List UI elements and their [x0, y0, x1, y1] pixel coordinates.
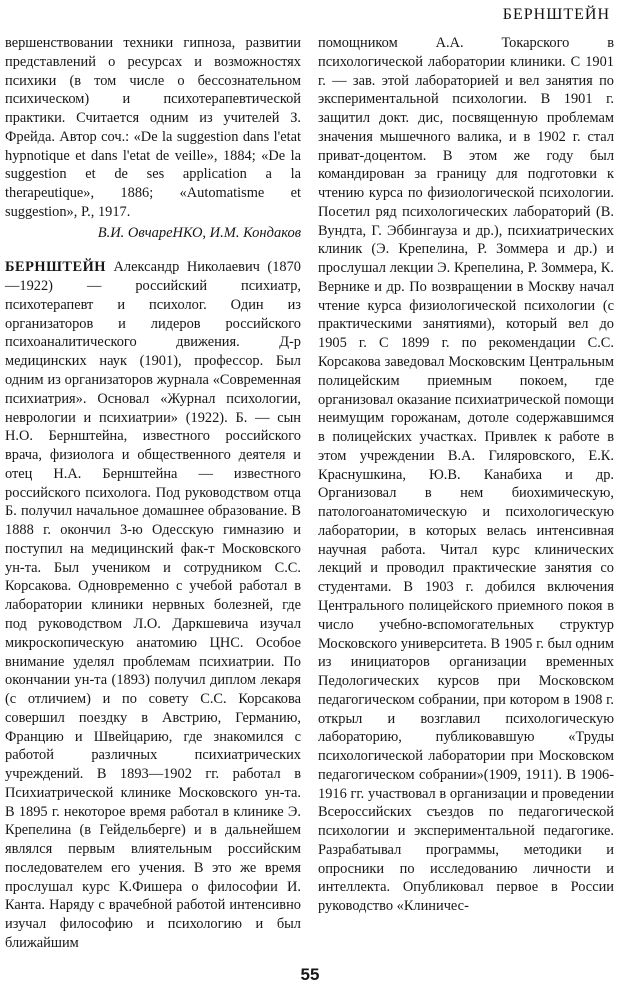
- running-header: БЕРНШТЕЙН: [502, 6, 610, 23]
- right-column: [318, 34, 614, 916]
- previous-entry-continuation: вершенствовании техники гипноза, развитии представлений о ресурсах и возможностях психики (в том числе о бессознательном психическом) и психотерапевтической практики. Считается одним из учителей З. Фрейда. Автор соч.: «De la suggestion dans l'etat hypnotique et dans l'etat de veille», 1884; «De la suggestion et de ses application a la therapeutique», 1886; «Automatisme et suggestion», Р., 1917.: [5, 35, 301, 220]
- left-column: [5, 34, 301, 953]
- entry-authors-signature: В.И. ОвчареНКО, И.М. Кондаков: [97, 224, 301, 241]
- page-number: 55: [300, 965, 320, 984]
- entry-headword: БЕРНШТЕЙН: [5, 259, 106, 276]
- entry-body-text: Александр Николаевич (1870—1922) — российский психиатр, психотерапевт и психолог. Один из организаторов и лидеров российского психоаналитического движения. Д-р медицинских наук (1901), профессор. Был одним из организаторов журнала «Современная психиатрия». Основал «Журнал психологии, неврологии и психиатрии» (1922). Б. — сын Н.О. Бернштейна, известного российского врача, физиолога и общественного деятеля и отец Н.А. Бернштейна — известного российского психолога. Под руководством отца Б. получил начальное домашнее образование. В 1888 г. окончил 3-ю Одесскую гимназию и поступил на медицинский фак-т Московского ун-та. Был учеником и сотрудником С.С. Корсакова. Одновременно с учебой работал в лаборатории клиники нервных болезней, где под руководством Л.О. Даркшевича изучал микроскопическую анатомию ЦНС. Особое внимание уделял проблемам психиатрии. По окончании ун-та (1893) получил диплом лекаря (с отличием) и по совету С.С. Корсакова совершил поездку в Австрию, Германию, Францию и Швейцарию, где знакомился с работой различных психиатрических учреждений. В 1893—1902 гг. работал в Психиатрической клинике Московского ун-та. В 1895 г. некоторое время работал в клинике Э. Крепелина (в Гейдельберге) и в дальнейшем являлся первым влиятельным российским последователем его учения. В это же время прослушал курс К.Фишера о философии И. Канта. Наряду с врачебной работой интенсивно изучал философию и психологию и был ближайшим: [5, 259, 301, 951]
- entry-bernstein: [5, 258, 301, 952]
- entry-continuation-text: помощником А.А. Токарского в психологической лаборатории клиники. С 1901 г. — зав. этой лабораторией и вел занятия по экспериментальной психологии. В 1901 г. защитил докт. дис, посвященную проблемам значения мышечного валика, и в 1902 г. стал приват-доцентом. В этом же году был командирован за границу для подготовки к чтению курса по физиологической психологии. Посетил ряд психологических лабораторий (В. Вундта, Г. Эббингауза и др.), психиатрических клиник (Э. Крепелина, Р. Зоммера и др.) и прослушал лекции Э. Крепелина, Р. Зоммера, К. Вернике и др. По возвращении в Москву начал чтение курса физиологической психологии (с практическими занятиями), который вел до 1905 г. С 1899 г. по рекомендации С.С. Корсакова заведовал Московским Центральным полицейским приемным покоем, где организовал оказание психиатрической помощи неимущим горожанам, дотоле содержавшимся в полицейских участках. Привлек к работе в этом учреждении В.А. Гиляровского, Е.К. Краснушкина, Ю.В. Канабиха и др. Организовал в нем биохимическую, патологоанатомическую и психологическую лаборатории, в которых велась интенсивная научная работа. Читал курс клинических лекций и проводил практические занятия со студентами. В 1903 г. добился включения Центрального полицейского приемного покоя в число учебно-вспомогательных структур Московского университета. В 1905 г. был одним из инициаторов организации временных Педологических курсов при Московском педагогическом собрании, при котором в 1908 г. открыл и возглавил психологическую лабораторию, публиковавшую «Труды психологической лаборатории при Московском педагогическом собрании»(1909, 1911). В 1906-1916 гг. участвовал в организации и проведении Всероссийских съездов по педагогической психологии и экспериментальной педагогике. Разрабатывал программы, методики и опросники по исследованию личности и интеллекта. Опубликовал первое в России руководство «Клиничес-: [318, 35, 614, 915]
